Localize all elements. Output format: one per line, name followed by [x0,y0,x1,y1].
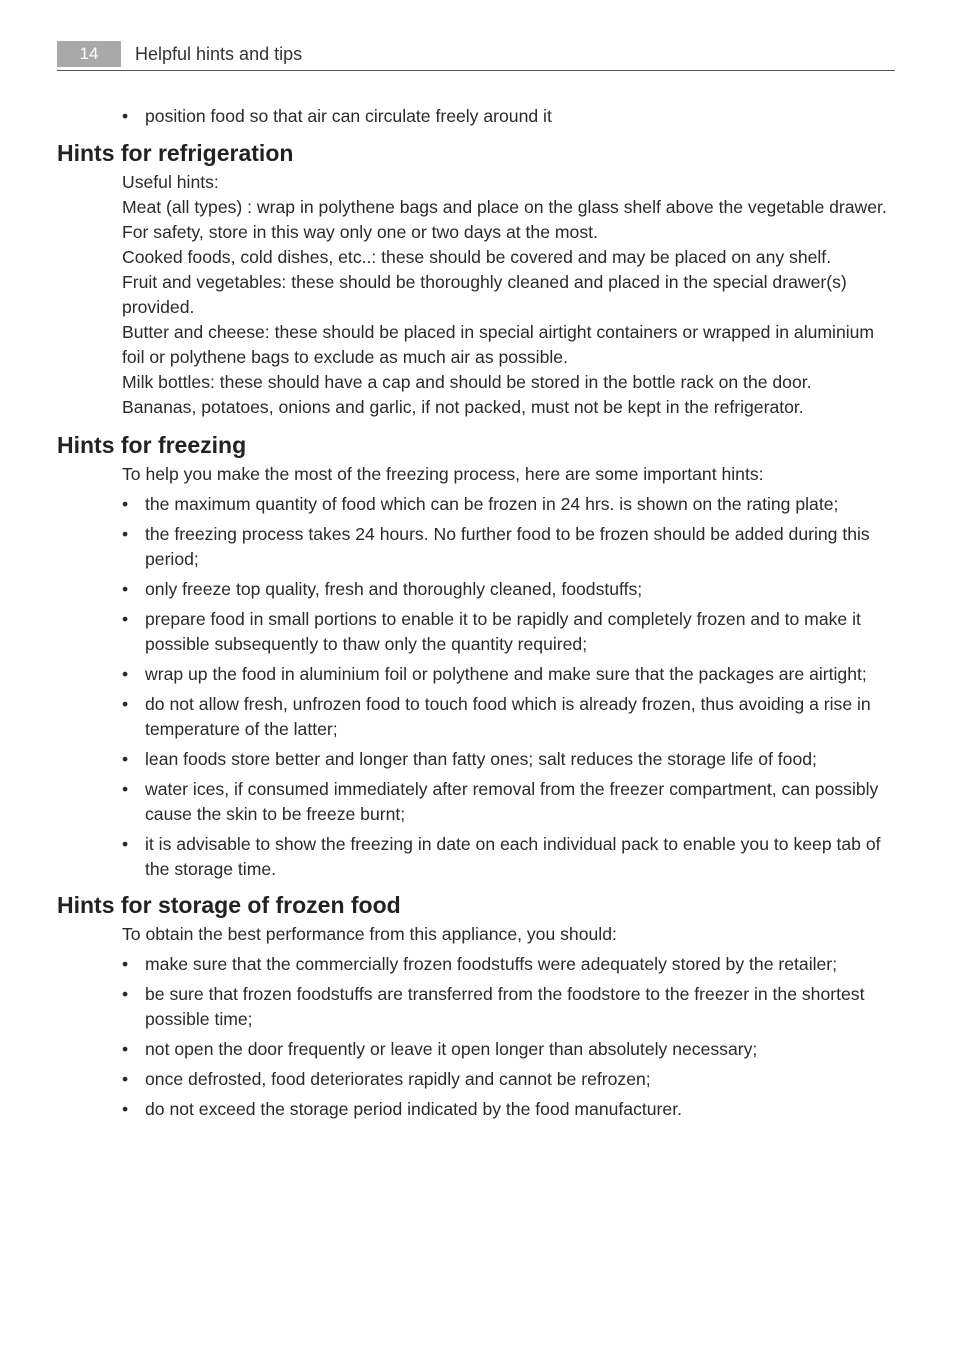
bullet-text: the maximum quantity of food which can be frozen in 24 hrs. is shown on the rating plate; [145,494,839,514]
list-item [122,522,895,572]
storage-bullet-list [57,952,895,1122]
bullet-icon: • [122,834,129,854]
frozen-storage-section [57,890,895,1122]
bullet-icon: • [122,954,129,974]
paragraph-line: Milk bottles: these should have a cap and should be stored in the bottle rack on the door. [122,372,812,392]
paragraph-line: Cooked foods, cold dishes, etc..: these should be covered and may be placed on any shelf. [122,247,832,267]
list-item [122,577,895,602]
bullet-text: only freeze top quality, fresh and thoroughly cleaned, foodstuffs; [145,579,643,599]
bullet-icon: • [122,1069,129,1089]
list-item [122,1097,895,1122]
paragraph-line: Useful hints: [122,172,219,192]
list-item [122,662,895,687]
bullet-text: not open the door frequently or leave it open longer than absolutely necessary; [145,1039,758,1059]
list-item [122,104,895,129]
list-item [122,952,895,977]
bullet-text: do not exceed the storage period indicated by the food manufacturer. [145,1099,682,1119]
refrigeration-section [57,138,895,420]
section-intro: To obtain the best performance from this appliance, you should: [122,924,617,944]
bullet-icon: • [122,749,129,769]
paragraph-line: Meat (all types) : wrap in polythene bags and place on the glass shelf above the vegetable drawer. [122,197,887,217]
bullet-icon: • [122,694,129,714]
bullet-text: once defrosted, food deteriorates rapidly and cannot be refrozen; [145,1069,651,1089]
intro-bullet-list [57,104,895,129]
bullet-icon: • [122,984,129,1004]
bullet-icon: • [122,1099,129,1119]
paragraph-line: Bananas, potatoes, onions and garlic, if not packed, must not be kept in the refrigerator. [122,397,804,417]
bullet-icon: • [122,106,129,126]
bullet-text: the freezing process takes 24 hours. No further food to be frozen should be added during this period; [145,524,870,569]
bullet-text: it is advisable to show the freezing in date on each individual pack to enable you to keep tab of the storage time. [145,834,881,879]
bullet-text: lean foods store better and longer than fatty ones; salt reduces the storage life of food; [145,749,817,769]
page-number: 14 [57,41,121,67]
refrigeration-text [57,170,895,420]
page-content [57,104,895,1127]
freezing-bullet-list [57,492,895,882]
bullet-text: make sure that the commercially frozen foodstuffs were adequately stored by the retailer; [145,954,838,974]
bullet-icon: • [122,1039,129,1059]
section-intro: To help you make the most of the freezing process, here are some important hints: [122,464,764,484]
bullet-text: do not allow fresh, unfrozen food to touch food which is already frozen, thus avoiding a rise in temperature of the latter; [145,694,871,739]
list-item [122,777,895,827]
bullet-text: wrap up the food in aluminium foil or polythene and make sure that the packages are airtight; [145,664,867,684]
bullet-icon: • [122,609,129,629]
list-item [122,1067,895,1092]
section-heading: Hints for freezing [57,432,247,458]
freezing-section [57,430,895,882]
list-item [122,747,895,772]
bullet-icon: • [122,494,129,514]
bullet-text: position food so that air can circulate freely around it [145,106,552,126]
bullet-icon: • [122,779,129,799]
section-heading: Hints for storage of frozen food [57,892,401,918]
bullet-icon: • [122,579,129,599]
list-item [122,982,895,1032]
section-heading: Hints for refrigeration [57,140,294,166]
header-title: Helpful hints and tips [135,44,303,64]
list-item [122,692,895,742]
paragraph-line: Fruit and vegetables: these should be thoroughly cleaned and placed in the special drawer(s) provided. [122,272,847,317]
bullet-icon: • [122,524,129,544]
list-item [122,607,895,657]
paragraph-line: For safety, store in this way only one or two days at the most. [122,222,598,242]
bullet-text: prepare food in small portions to enable it to be rapidly and completely frozen and to make it possible subsequently to thaw only the quantity required; [145,609,861,654]
list-item [122,832,895,882]
bullet-text: water ices, if consumed immediately after removal from the freezer compartment, can possibly cause the skin to be freeze burnt; [145,779,879,824]
bullet-text: be sure that frozen foodstuffs are transferred from the foodstore to the freezer in the shortest possible time; [145,984,865,1029]
bullet-icon: • [122,664,129,684]
page-header [57,40,895,71]
paragraph-line: Butter and cheese: these should be placed in special airtight containers or wrapped in aluminium foil or polythene bags to exclude as much air as possible. [122,322,875,367]
list-item [122,492,895,517]
list-item [122,1037,895,1062]
